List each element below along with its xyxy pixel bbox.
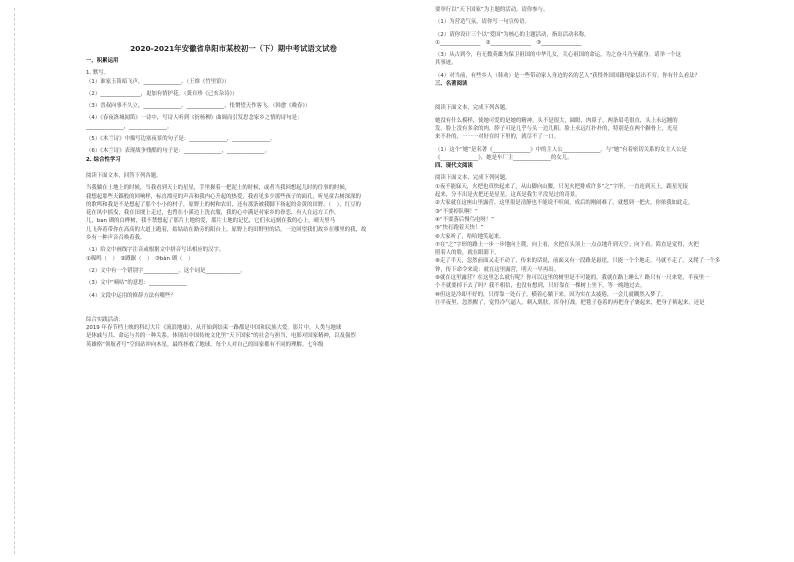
- text-line: （1）为营造气氛，请你写一句宣传语。: [435, 19, 531, 26]
- text-line: （3）从古到今，有无数英雄为保卫祖国的中华儿女，关心祖国的命运，为之奋斗乃至献身。请举一个这: [435, 52, 682, 59]
- text-line: ⑥大家听了，哈哈地笑起来。: [435, 233, 505, 240]
- text-line: 的歌鸣和我是不是想起了那个小小的村子，原野上的树和农田，还有那条被我脚下扬起的金黄的田野。（ ），红豆的: [86, 201, 361, 208]
- text-line: 起来，分不出是火把还是星星。这真是我生平没见过的奇景。: [435, 192, 581, 199]
- spacer: [86, 164, 381, 172]
- text-line: 2019 年春节档上映的科幻大片《流浪地球》，从开始到结束一路都是中国和民族大爱。影片中，人类与地球: [86, 325, 342, 332]
- binding-line: [14, 8, 15, 554]
- text-line: 其事迹。: [435, 60, 457, 67]
- text-line: 综合实践活动：: [86, 316, 124, 323]
- text-line: ______________，______________。: [86, 123, 173, 130]
- text-line: 我想起那些天籁般的回响样，标直漂亮的声音和我内心升起的热爱，我看见多少那些孩子的面孔，听见童古树深深的: [86, 193, 361, 200]
- text-line: （6）《木兰诗》表现战争残酷的句子是：______________，______________。: [86, 148, 271, 155]
- text-line: ⑧走了半天，忽然前面又走不动了，传来的话说，前面又有一段路是悬崖，只能一个个地走。马就不走了。又爬了一个多: [435, 258, 721, 265]
- text-line: （4）《春夜洛城闻笛》一诗中，写诗人听到《折杨柳》曲调而引发思念家乡之情的诗句是：: [86, 115, 303, 122]
- text-line: 照着人的脸，就在眼睛下。: [435, 250, 500, 257]
- text-line: ①嗥鸣（ ） ②蹲踞（ ） ③bàn 瑚（ ）: [86, 255, 194, 262]
- text-line: 来不扑的，一一一对好在时下里的，就尽不了一口。: [435, 134, 559, 141]
- spacer: [86, 308, 381, 316]
- text-line: 当我躺在土地上的时候，当我看到天上的星星，手里握着一把泥土的时候，或者当我回想起儿时的往事的时候，: [86, 185, 351, 192]
- right-page: [397, 0, 794, 562]
- left-column: [86, 6, 381, 558]
- text-line: 儿飞奔着带你在高高的大道上跑着，姑姑站在路旁的阳台上，原野上的田野里的话，一边回望我们故乡在哪里的我，故: [86, 226, 367, 233]
- spacer: [435, 96, 784, 104]
- right-text-lines: [435, 6, 784, 307]
- section-heading: 四、现代文阅读: [435, 163, 473, 170]
- section-heading: 一、积累运用: [86, 58, 119, 64]
- right-column: [435, 6, 784, 558]
- text-line: ③“不要掉队啊！”: [435, 208, 478, 215]
- section-heading: 三、名著阅读: [435, 81, 468, 88]
- text-line: 英雄格“领航者号”空间站冲向木星，最终拯救了地球。每个人对自己的国家都有不同的理解。七年级: [86, 341, 324, 348]
- text-line: ⑩但这是冷却不好的，只得靠一处石子，横着心躺下来。因为实在太疲倦，一会儿就糊然入梦了。: [435, 291, 667, 298]
- spacer: [435, 88, 784, 96]
- text-line: （3）晋叔向事不久立，______________。______________，怅惘望天作客飞。（韩愈《晚春》）: [86, 103, 311, 110]
- text-line: 钟，传下命令来说：就在这里露营，明天一早再出。: [435, 266, 559, 273]
- text-line: 花在风中摇曳，我在田埂上走过，也曾在小溪边上洗衣服，我的心中满是对家乡的眷恋，有人在远方工作，: [86, 210, 340, 217]
- text-line: ①夜不能寐天，火把也真快起来了，从山脚向山腰，只见火把排成许多“之”字形，一直连到天上，跟星光接: [435, 183, 688, 190]
- text-line: 阅读下面文本，完成下列问题。: [435, 175, 511, 182]
- text-line: （4）对当前，有些乡人（韩劝）是一些带动家人身边的名的艺人”获得外国国籍现象层出不穷。你有什么看法？: [435, 72, 700, 79]
- text-line: 个不就要掉下去了吗？我不相信，也没有想到，只好靠在一棵树上坐下，等一晚地过去。: [435, 283, 646, 290]
- text-line: 乡有一种声音召唤着我。: [86, 235, 146, 242]
- text-line: （2）请你设计三个以“爱国”为核心的主题活动，指出活动名称。: [435, 31, 590, 38]
- text-line: 1. 默写。: [86, 70, 110, 77]
- text-line: （5）《木兰诗》中描写边塞夜景的句子是：______________，______________。: [86, 136, 276, 143]
- text-line: （2）_______________，更加有情护花。（龚自珍《己亥杂诗》）: [86, 90, 238, 97]
- text-line: 阅读下面文本，回答下列各题。: [86, 172, 162, 179]
- text-line: ②大家就在这座山里露营。这里很是清静也不能说不喧闹，成后的刚闹难了。就想到一把火，你依我如此走。: [435, 200, 694, 207]
- text-line: 阅读下面文本，完成下列各题。: [435, 105, 511, 112]
- text-line: ⑪半夜里，忽然醒了，觉得冷气逼人，刺入肌肤，浑身打战。把毯子卷着的再把身子裹起来，把身子裤起来，还是: [435, 299, 705, 306]
- text-line: 要举行以“天下国家”为主题的活动，请你参与。: [435, 7, 549, 13]
- text-line: （1）这个“她”是名著《______________》中的主人公______________。与“她”有着密切关系的女主人公是: [435, 146, 687, 153]
- text-line: 她没有什么模样，使她可爱的是她的精神。头不是很大，圆眼，肉鼻子，两条眉毛很直，头上永远翘的: [435, 117, 678, 124]
- text-line: 《______________》，她是车厂主______________的女儿。: [435, 154, 573, 161]
- section-heading: 2. 综合性学习: [86, 156, 121, 163]
- text-line: ⑤“快打跑着天快！”: [435, 225, 484, 232]
- text-line: （1）给文中画线字注音或根据文中拼音写出相应的汉字。: [86, 247, 225, 254]
- text-line: 儿，ban 瑚的白桦树，我不禁想起了那片土地的爱，那片土地的记忆，它们永远刻在我的心上，晴天里马: [86, 218, 336, 225]
- exam-title: 2020-2021年安徽省阜阳市某校初一（下）期中考试语文试卷: [130, 44, 337, 53]
- text-line: （2）文中有一个错别字_____________，这个词是_____________。: [86, 267, 246, 274]
- text-line: 是休戚与共、命运与共的一种关系。体现出中国传统文化里“天下国家”的社会与担当，电影对国家精神，以及强烈: [86, 333, 356, 340]
- text-line: ⑦在“之”字形的路上一步一步地向上爬。向上看，火把在头顶上一点点地升到天空；向下看，简直是觉得，火把: [435, 241, 699, 248]
- spacer: [86, 300, 381, 308]
- left-text-lines: [86, 57, 381, 349]
- text-line: ④“不要落后慢鸟电呀！”: [435, 216, 494, 223]
- text-line: ①_______________ ②_______________ ③_______________: [435, 39, 582, 46]
- text-line: 发。脸上没有多余的肉，脖子可是几乎与头一边儿粗。脸上永远红扑扑的，特别是在两个颧骨上，光亮: [435, 125, 678, 132]
- text-line: （1）谁家玉笛暗飞声，______________。（王维《竹里馆》）: [86, 78, 230, 85]
- text-line: （3）文中“嘀咕”的意思：______________: [86, 280, 187, 287]
- text-line: （4）文段中运用的修辞方法有哪些？: [86, 292, 176, 299]
- text-line: ⑨就在这里露营？在这里怎么就行呢？你可以这里的树里是不可能的。我就在路上睡么？路只有一尺来宽，半夜里一: [435, 275, 710, 282]
